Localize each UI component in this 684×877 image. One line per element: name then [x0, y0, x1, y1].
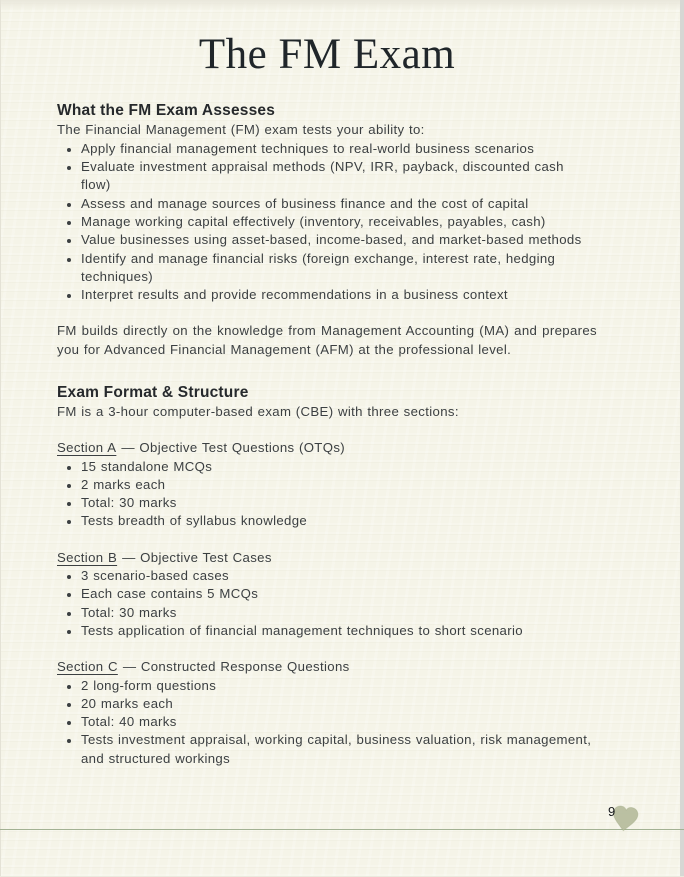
list-item: • Value businesses using asset-based, income-based, and market-based methods	[81, 231, 597, 249]
section-exam-format	[57, 383, 597, 768]
list-item: • Total: 30 marks	[81, 494, 597, 512]
list-item: • Manage working capital effectively (inventory, receivables, payables, cash)	[81, 213, 597, 231]
subsection-a-label: Section A	[57, 440, 117, 456]
subsection-a-heading	[57, 439, 597, 457]
page-title: The FM Exam	[198, 31, 456, 78]
format-heading: Exam Format & Structure	[57, 384, 249, 401]
list-item: • Total: 40 marks	[81, 713, 597, 731]
assess-bullet-list	[57, 140, 597, 305]
list-item: • Tests breadth of syllabus knowledge	[81, 512, 597, 530]
subsection-c-label: Section C	[57, 659, 118, 675]
subsection-c	[57, 658, 597, 768]
list-item: • Total: 30 marks	[81, 604, 597, 622]
subsection-b-heading	[57, 549, 597, 567]
list-item: • Interpret results and provide recommendations in a business context	[81, 286, 597, 304]
bridge-paragraph: FM builds directly on the knowledge from Management Accounting (MA) and prepares you for Advanced Financial Management (AFM) at the professional level.	[57, 323, 597, 357]
list-item: • 20 marks each	[81, 695, 597, 713]
subsection-a-bullet-list	[57, 458, 597, 531]
subsection-c-title: — Constructed Response Questions	[122, 659, 350, 675]
format-intro: FM is a 3-hour computer-based exam (CBE) with three sections:	[57, 404, 459, 419]
list-item: • Identify and manage financial risks (foreign exchange, interest rate, hedging techniques)	[81, 250, 597, 287]
subsection-b	[57, 549, 597, 640]
page-number: 9	[608, 804, 616, 819]
subsection-a	[57, 439, 597, 530]
list-item: • Each case contains 5 MCQs	[81, 585, 597, 603]
subsection-c-bullet-list	[57, 677, 597, 768]
list-item: • Apply financial management techniques to real-world business scenarios	[81, 140, 597, 158]
subsection-a-title: — Objective Test Questions (OTQs)	[121, 440, 346, 456]
list-item: • Tests investment appraisal, working capital, business valuation, risk management, and structured workings	[81, 731, 597, 768]
footer-divider	[0, 829, 684, 830]
subsection-b-label: Section B	[57, 549, 118, 565]
assess-intro: The Financial Management (FM) exam tests your ability to:	[57, 122, 425, 138]
list-item: • Tests application of financial management techniques to short scenario	[81, 622, 597, 640]
list-item: • 2 marks each	[81, 476, 597, 494]
section-what-fm-assesses	[57, 101, 597, 304]
subsection-c-heading	[57, 658, 597, 676]
paper-right-edge	[680, 0, 684, 877]
list-item: • 3 scenario-based cases	[81, 567, 597, 585]
list-item: • Evaluate investment appraisal methods (NPV, IRR, payback, discounted cash flow)	[81, 158, 597, 195]
list-item: • 15 standalone MCQs	[81, 458, 597, 476]
list-item: • 2 long-form questions	[81, 677, 597, 695]
subsection-b-bullet-list	[57, 567, 597, 640]
subsection-b-title: — Objective Test Cases	[122, 549, 272, 565]
assess-heading: What the FM Exam Assesses	[57, 102, 276, 120]
list-item: • Assess and manage sources of business finance and the cost of capital	[81, 195, 597, 213]
